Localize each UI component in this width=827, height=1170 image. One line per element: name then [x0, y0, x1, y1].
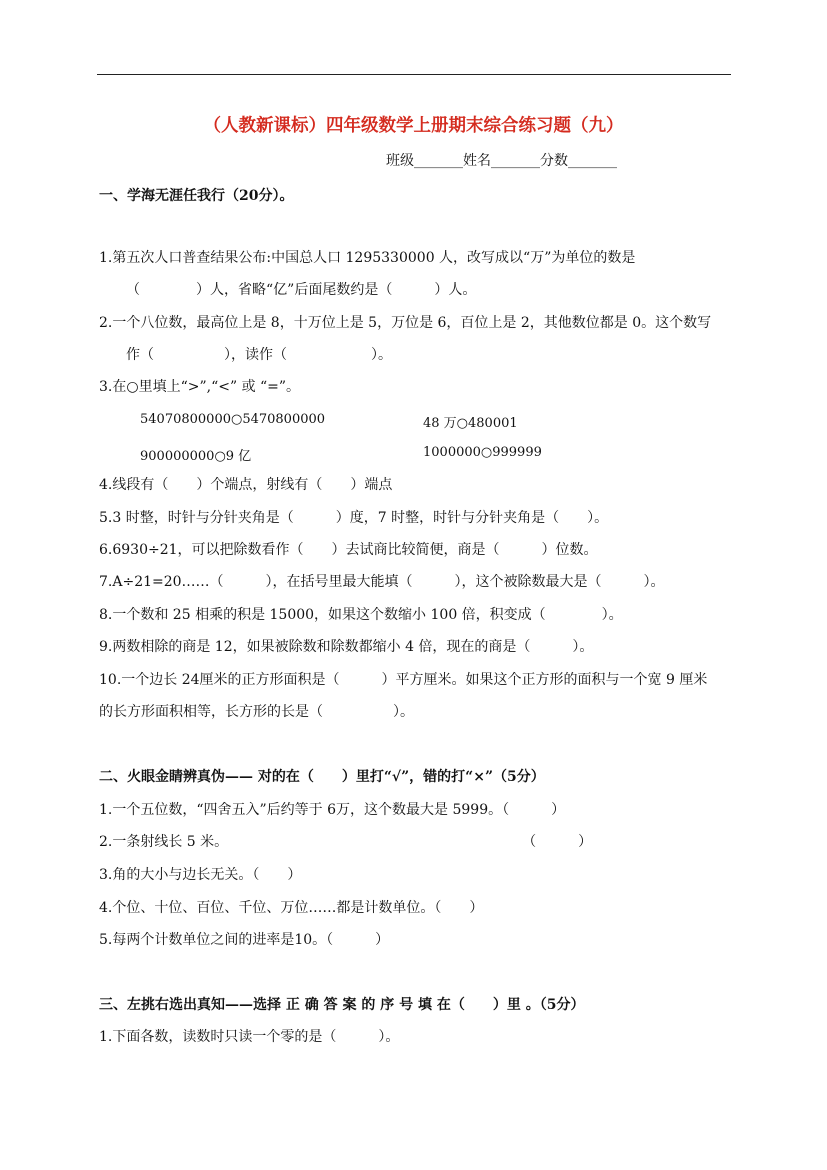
section1-heading: 一、学海无涯任我行（20分）。	[99, 188, 294, 204]
compare-1: 54070800000○5470800000	[140, 412, 326, 427]
question-1-10: 10.一个边长 24厘米的正方形面积是（ ）平方厘米。如果这个正方形的面积与一个宽 9 厘米	[99, 672, 708, 688]
compare-2: 48 万○480001	[423, 416, 518, 431]
section2-heading: 二、火眼金睛辨真伪—— 对的在（ ）里打“√”，错的打“×”（5分）	[99, 769, 545, 785]
question-1-9: 9.两数相除的商是 12，如果被除数和除数都缩小 4 倍，现在的商是（ ）。	[99, 639, 594, 655]
compare-3: 900000000○9 亿	[140, 449, 252, 464]
question-1-4: 4.线段有（ ）个端点，射线有（ ）端点	[99, 477, 393, 493]
question-1-8: 8.一个数和 25 相乘的积是 15000，如果这个数缩小 100 倍，积变成（ ）。	[99, 607, 623, 623]
question-2-1: 1.一个五位数，“四舍五入”后约等于 6万，这个数最大是 5999。（ ）	[99, 802, 566, 818]
compare-4: 1000000○999999	[423, 445, 542, 460]
question-1-6: 6.6930÷21，可以把除数看作（ ）去试商比较简便，商是（ ）位数。	[99, 542, 598, 558]
header-rule	[97, 74, 731, 75]
question-1-2: 2.一个八位数，最高位上是 8，十万位上是 5，万位是 6，百位上是 2，其他数位都是 0。这个数写	[99, 315, 712, 331]
question-2-5: 5.每两个计数单位之间的进率是10。（ ）	[99, 932, 390, 948]
question-1-5: 5.3 时整，时针与分针夹角是（ ）度，7 时整，时针与分针夹角是（ ）。	[99, 510, 609, 526]
question-1-2-cont: 作（ ），读作（ ）。	[126, 347, 392, 363]
student-info-line: 班级_______姓名_______分数_______	[386, 153, 617, 169]
question-1-7: 7.A÷21=20……（ ），在括号里最大能填（ ），这个被除数最大是（ ）。	[99, 574, 665, 590]
question-1-1-cont: （ ）人，省略“亿”后面尾数约是（ ）人。	[126, 282, 477, 298]
question-3-1: 1.下面各数，读数时只读一个零的是（ ）。	[99, 1029, 400, 1045]
question-1-1: 1.第五次人口普查结果公布:中国总人口 1295330000 人，改写成以“万”为单位的数是	[99, 250, 636, 266]
question-2-4: 4.个位、十位、百位、千位、万位……都是计数单位。（ ）	[99, 900, 484, 916]
section3-heading: 三、左挑右选出真知——选择 正 确 答 案 的 序 号 填 在（ ）里 。（5分）	[99, 997, 585, 1013]
question-1-3: 3.在○里填上“>”,“<” 或 “=”。	[99, 379, 301, 395]
question-2-3: 3.角的大小与边长无关。（ ）	[99, 867, 302, 883]
question-2-2: 2.一条射线长 5 米。 （ ）	[99, 834, 593, 850]
page-title: （人教新课标）四年级数学上册期末综合练习题（九）	[203, 116, 624, 136]
question-1-10-cont: 的长方形面积相等，长方形的长是（ ）。	[99, 704, 414, 720]
